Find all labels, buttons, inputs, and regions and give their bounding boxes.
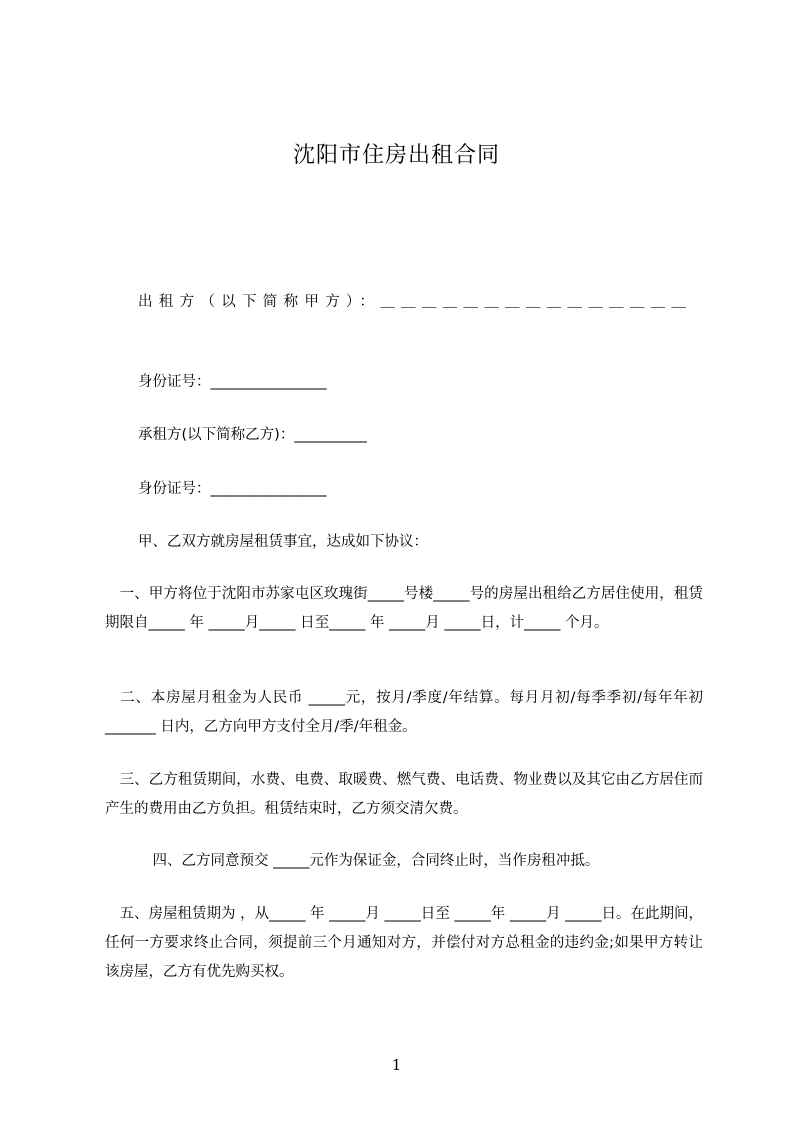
clause-1: 一、甲方将位于沈阳市苏家屯区玫瑰街_____号楼_____号的房屋出租给乙方居住使用，租赁期限自_____ 年 _____月_____ 日至_____ 年 _____月 _____日，计_____ 个月。 <box>105 586 703 631</box>
lessee-line: 承租方(以下简称乙方)：__________ <box>138 427 367 443</box>
agreement-intro: 甲、乙双方就房屋租赁事宜，达成如下协议： <box>138 534 428 550</box>
lessee-id-line: 身份证号：________________ <box>138 481 327 497</box>
document-title: 沈阳市住房出租合同 <box>292 143 500 168</box>
clause-2: 二、本房屋月租金为人民币 _____元，按月/季度/年结算。每月月初/每季季初/每年年初_______ 日内，乙方向甲方支付全月/季/年租金。 <box>105 690 703 735</box>
clause-4: 四、乙方同意预交 _____元作为保证金，合同终止时，当作房租冲抵。 <box>138 853 600 869</box>
clause-3: 三、乙方租赁期间，水费、电费、取暖费、燃气费、电话费、物业费以及其它由乙方居住而产生的费用由乙方负担。租赁结束时，乙方须交清欠费。 <box>105 772 703 817</box>
page-number: 1 <box>391 1056 402 1074</box>
lessor-line: 出租方（以下简称甲方）：＿＿＿＿＿＿＿＿＿＿＿＿＿＿＿ <box>138 294 693 310</box>
lessor-id-line: 身份证号：________________ <box>138 374 327 390</box>
clause-5: 五、房屋租赁期为 ，从_____ 年 _____月 _____日至 _____年 _____月 _____日。在此期间，任何一方要求终止合同，须提前三个月通知对方，并偿付对方总租金的违约金;如果甲方转让该房屋，乙方有优先购买权。 <box>105 906 703 980</box>
